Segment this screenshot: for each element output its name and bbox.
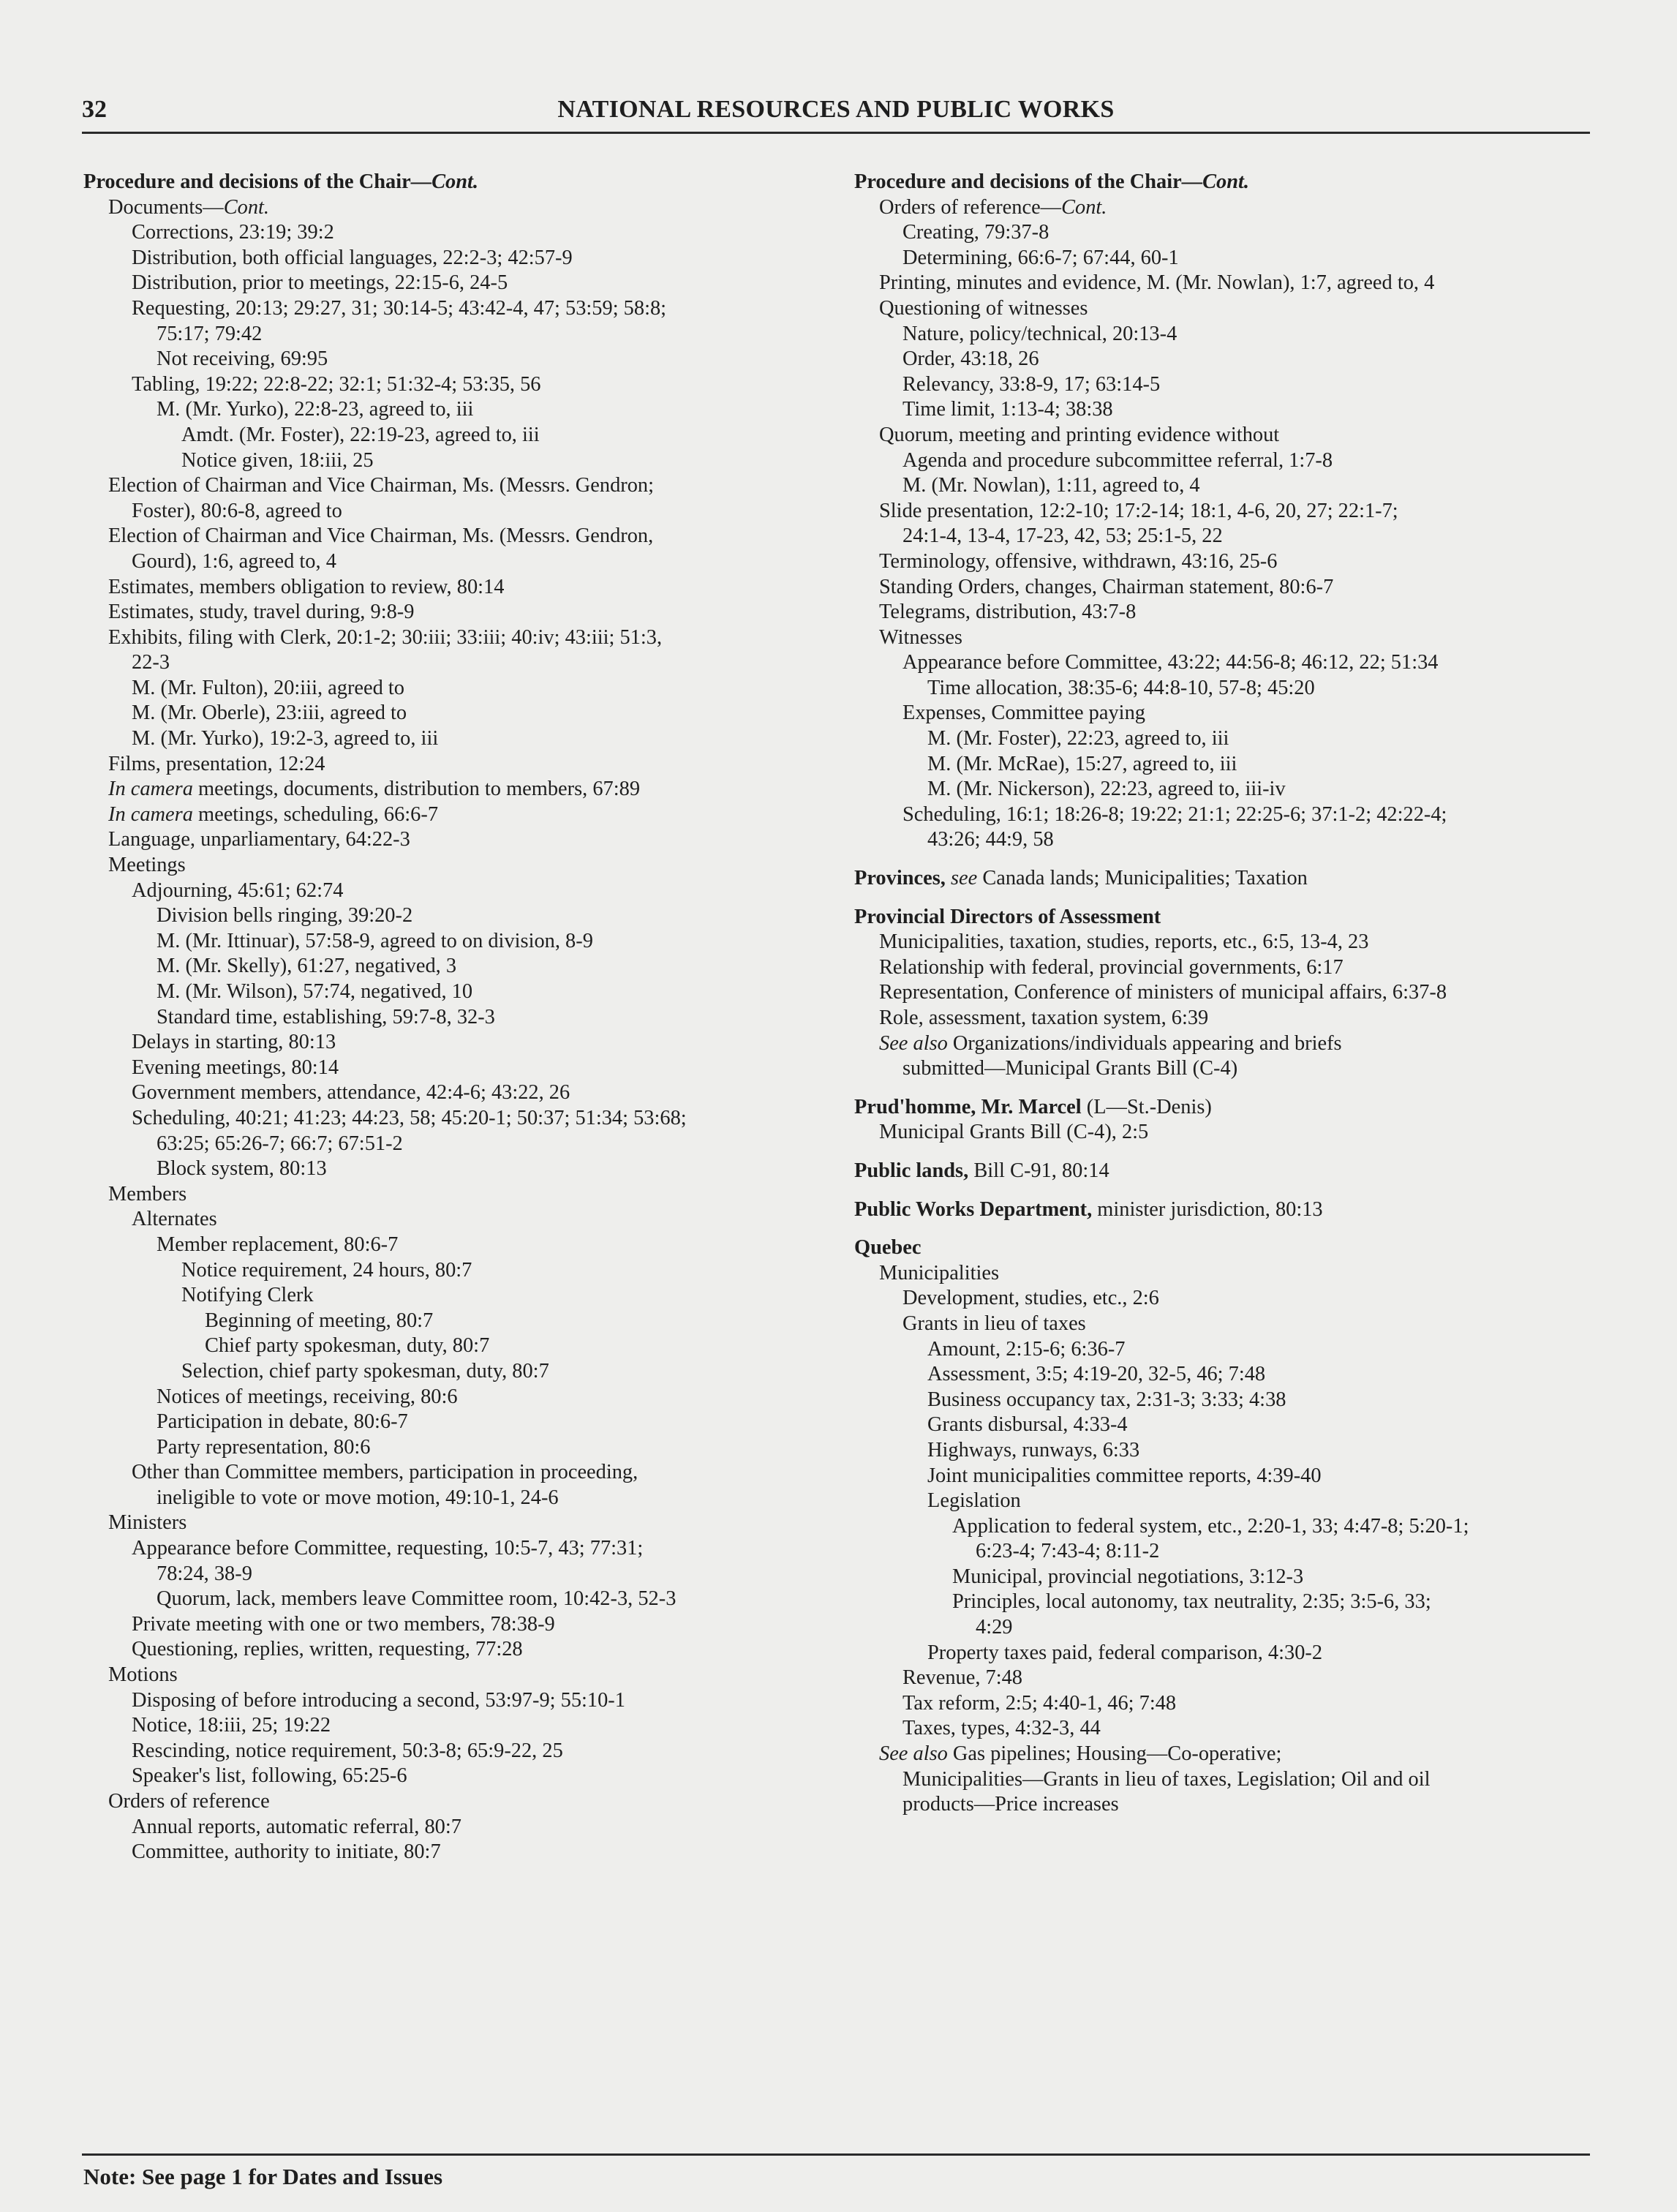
index-entry (854, 372, 1586, 398)
index-entry (854, 1691, 1586, 1717)
index-entry (854, 1337, 1586, 1363)
index-entry (854, 1006, 1586, 1031)
index-entry (83, 676, 815, 701)
entry-text: Time limit, 1:13-4; 38:38 (902, 398, 1113, 421)
entry-text: Slide presentation, 12:2-10; 17:2-14; 18:1, 4-6, 20, 27; 22:1-7; (879, 499, 1398, 522)
right-index-column (854, 170, 1586, 1818)
index-entry (854, 1615, 1586, 1641)
index-entry (83, 397, 815, 423)
entry-text: Estimates, members obligation to review, 80:14 (108, 575, 505, 598)
entry-text: Delays in starting, 80:13 (132, 1031, 336, 1054)
index-heading (83, 170, 815, 195)
index-entry (854, 676, 1586, 701)
entry-text: M. (Mr. Fulton), 20:iii, agreed to (132, 676, 404, 699)
index-entry (854, 752, 1586, 778)
index-heading (854, 1235, 1586, 1261)
index-entry (83, 625, 815, 651)
entry-text: Agenda and procedure subcommittee referral, 1:7-8 (902, 448, 1333, 472)
index-entry (83, 1056, 815, 1081)
entry-text: Public Works Department, (854, 1197, 1098, 1221)
index-entry (854, 827, 1586, 853)
entry-text: Not receiving, 69:95 (157, 347, 328, 371)
index-entry (854, 1489, 1586, 1514)
entry-text: Questioning, replies, written, requesting, 77:28 (132, 1638, 523, 1661)
index-entry (83, 575, 815, 601)
entry-text: Tabling, 19:22; 22:8-22; 32:1; 51:32-4; 53:35, 56 (132, 372, 541, 396)
entry-text: 24:1-4, 13-4, 17-23, 42, 53; 25:1-5, 22 (902, 524, 1223, 548)
entry-text: Cont. (432, 170, 478, 193)
entry-text: See also (879, 1031, 948, 1055)
entry-text: Legislation (927, 1489, 1021, 1513)
entry-text: Cont. (1061, 195, 1107, 219)
entry-text: Telegrams, distribution, 43:7-8 (879, 601, 1137, 624)
entry-spacer (854, 853, 1586, 866)
entry-text: Creating, 79:37-8 (902, 221, 1049, 244)
entry-text: submitted—Municipal Grants Bill (C-4) (902, 1057, 1238, 1080)
entry-text: Distribution, prior to meetings, 22:15-6, 24-5 (132, 271, 508, 295)
entry-text: M. (Mr. Foster), 22:23, agreed to, iii (927, 727, 1229, 750)
entry-text: Procedure and decisions of the Chair— (83, 170, 432, 193)
index-entry (854, 1539, 1586, 1565)
index-entry (854, 1514, 1586, 1540)
entry-text: Quebec (854, 1236, 922, 1260)
entry-text: Corrections, 23:19; 39:2 (132, 221, 334, 244)
index-entry (83, 1283, 815, 1309)
entry-text: Cont. (223, 195, 270, 219)
index-entry (854, 1388, 1586, 1413)
entry-text: Scheduling, 40:21; 41:23; 44:23, 58; 45:20-1; 50:37; 51:34; 53:68; (132, 1106, 687, 1129)
entry-text: Notifying Clerk (181, 1284, 314, 1307)
entry-text: Evening meetings, 80:14 (132, 1056, 339, 1079)
entry-text: Orders of reference (108, 1790, 270, 1813)
index-entry (854, 1056, 1586, 1082)
entry-text: Organizations/individuals appearing and briefs (947, 1031, 1342, 1055)
entry-text: Tax reform, 2:5; 4:40-1, 46; 7:48 (902, 1691, 1177, 1715)
entry-text: Highways, runways, 6:33 (927, 1438, 1140, 1462)
index-entry (854, 322, 1586, 347)
index-entry (83, 1688, 815, 1714)
index-entry (83, 1182, 815, 1208)
entry-text: Committee, authority to initiate, 80:7 (132, 1840, 441, 1864)
entry-text: Questioning of witnesses (879, 296, 1088, 320)
entry-text: M. (Mr. Wilson), 57:74, negatived, 10 (157, 980, 473, 1003)
entry-text: Division bells ringing, 39:20-2 (157, 904, 413, 928)
index-heading (854, 170, 1586, 195)
entry-text: minister jurisdiction, 80:13 (1097, 1197, 1323, 1221)
index-entry (83, 726, 815, 752)
entry-spacer (854, 1146, 1586, 1159)
entry-text: Block system, 80:13 (157, 1157, 327, 1181)
entry-text: Witnesses (879, 625, 962, 649)
entry-text: Relevancy, 33:8-9, 17; 63:14-5 (902, 372, 1161, 396)
index-entry (83, 1815, 815, 1840)
entry-text: Annual reports, automatic referral, 80:7 (132, 1815, 461, 1838)
footer-rule (82, 2153, 1590, 2156)
entry-text: Revenue, 7:48 (902, 1666, 1022, 1690)
index-entry (854, 1362, 1586, 1388)
index-entry (854, 1641, 1586, 1666)
index-entry (854, 701, 1586, 726)
entry-text: Role, assessment, taxation system, 6:39 (879, 1007, 1209, 1029)
index-entry (83, 1359, 815, 1385)
index-entry (854, 955, 1586, 981)
entry-text: Foster), 80:6-8, agreed to (132, 499, 342, 522)
entry-text: Rescinding, notice requirement, 50:3-8; 65:9-22, 25 (132, 1739, 563, 1762)
entry-text: Standing Orders, changes, Chairman statement, 80:6-7 (879, 575, 1334, 598)
index-entry (83, 1030, 815, 1056)
index-entry (83, 448, 815, 474)
index-entry (83, 1536, 815, 1562)
entry-text: In camera (108, 802, 193, 826)
index-entry (83, 271, 815, 296)
index-entry (854, 1590, 1586, 1615)
index-entry (83, 1764, 815, 1789)
index-entry (83, 752, 815, 778)
index-entry (83, 979, 815, 1005)
entry-spacer (854, 1184, 1586, 1197)
index-entry (83, 1486, 815, 1511)
index-entry (854, 1666, 1586, 1691)
entry-text: see (950, 867, 978, 890)
index-entry (83, 423, 815, 448)
entry-text: Adjourning, 45:61; 62:74 (132, 879, 344, 902)
entry-text: Procedure and decisions of the Chair— (854, 170, 1203, 193)
index-entry (83, 1587, 815, 1612)
index-entry (83, 1612, 815, 1638)
index-entry (83, 524, 815, 549)
entry-text: Taxes, types, 4:32-3, 44 (902, 1717, 1101, 1740)
entry-text: M. (Mr. Ittinuar), 57:58-9, agreed to on division, 8-9 (157, 929, 593, 952)
index-entry (854, 423, 1586, 448)
index-entry (854, 802, 1586, 828)
index-entry (854, 524, 1586, 549)
index-entry (83, 903, 815, 929)
index-entry (854, 1412, 1586, 1438)
index-entry (83, 1207, 815, 1233)
index-entry (854, 600, 1586, 625)
entry-text: Exhibits, filing with Clerk, 20:1-2; 30:iii; 33:iii; 40:iv; 43:iii; 51:3, (108, 625, 663, 649)
entry-spacer (854, 1082, 1586, 1095)
index-heading (854, 1159, 1586, 1184)
running-title: NATIONAL RESOURCES AND PUBLIC WORKS (557, 96, 1115, 123)
index-entry (854, 930, 1586, 955)
entry-text: Election of Chairman and Vice Chairman, Ms. (Messrs. Gendron; (108, 474, 655, 497)
index-entry (83, 929, 815, 955)
page-number: 32 (82, 96, 107, 123)
index-entry (854, 1716, 1586, 1742)
entry-text: Time allocation, 38:35-6; 44:8-10, 57-8; 45:20 (927, 676, 1315, 699)
entry-text: Quorum, lack, members leave Committee room, 10:42-3, 52-3 (157, 1587, 677, 1611)
index-heading (854, 1197, 1586, 1223)
index-entry (83, 777, 815, 802)
index-heading (854, 905, 1586, 930)
index-entry (854, 448, 1586, 474)
entry-text: 63:25; 65:26-7; 66:7; 67:51-2 (157, 1132, 403, 1155)
index-entry (854, 473, 1586, 499)
entry-text: Meetings (108, 854, 186, 877)
index-entry (854, 397, 1586, 423)
index-entry (83, 1562, 815, 1587)
entry-text: Joint municipalities committee reports, 4:39-40 (927, 1464, 1322, 1487)
entry-text: Prud'homme, Mr. Marcel (854, 1095, 1082, 1118)
entry-text: M. (Mr. McRae), 15:27, agreed to, iii (927, 752, 1237, 775)
index-entry (83, 1005, 815, 1031)
index-entry (83, 1840, 815, 1865)
index-entry (83, 347, 815, 372)
index-entry (83, 1258, 815, 1284)
entry-text: Notices of meetings, receiving, 80:6 (157, 1385, 458, 1408)
entry-text: Government members, attendance, 42:4-6; 43:22, 26 (132, 1081, 570, 1105)
entry-text: Gas pipelines; Housing—Co-operative; (947, 1742, 1282, 1766)
entry-text: Party representation, 80:6 (157, 1435, 371, 1459)
index-entry (83, 1713, 815, 1739)
entry-text: 75:17; 79:42 (157, 322, 263, 345)
index-entry (854, 1286, 1586, 1312)
index-entry (854, 777, 1586, 802)
entry-text: Public lands, (854, 1159, 974, 1182)
entry-text: Printing, minutes and evidence, M. (Mr. Nowlan), 1:7, agreed to, 4 (879, 271, 1435, 295)
entry-text: Ministers (108, 1511, 187, 1535)
entry-text: Order, 43:18, 26 (902, 347, 1039, 371)
entry-text: Private meeting with one or two members, 78:38-9 (132, 1612, 555, 1636)
entry-text: Requesting, 20:13; 29:27, 31; 30:14-5; 43:42-4, 47; 53:59; 58:8; (132, 296, 667, 320)
index-heading (854, 1095, 1586, 1121)
index-entry (83, 954, 815, 979)
entry-text: Representation, Conference of ministers of municipal affairs, 6:37-8 (879, 981, 1447, 1004)
entry-text: Municipal Grants Bill (C-4), 2:5 (879, 1121, 1149, 1144)
entry-text: M. (Mr. Skelly), 61:27, negatived, 3 (157, 955, 457, 978)
index-entry (854, 1565, 1586, 1590)
index-entry (83, 220, 815, 246)
index-entry (83, 1385, 815, 1410)
entry-text: M. (Mr. Oberle), 23:iii, agreed to (132, 701, 407, 725)
index-entry (854, 195, 1586, 221)
index-entry (83, 853, 815, 879)
index-entry (854, 1767, 1586, 1793)
entry-text: Beginning of meeting, 80:7 (205, 1309, 434, 1332)
footer-note: Note: See page 1 for Dates and Issues (83, 2164, 443, 2189)
left-index-column (83, 170, 815, 1865)
entry-text: Motions (108, 1663, 178, 1687)
index-entry (854, 246, 1586, 271)
index-entry (854, 549, 1586, 575)
page-header (82, 94, 1590, 134)
entry-spacer (854, 892, 1586, 905)
index-entry (83, 650, 815, 676)
index-entry (83, 322, 815, 347)
index-entry (83, 1435, 815, 1461)
entry-text: Documents— (108, 195, 224, 219)
entry-text: See also (879, 1742, 948, 1766)
index-entry (83, 1739, 815, 1764)
entry-text: Property taxes paid, federal comparison, 4:30-2 (927, 1641, 1323, 1664)
entry-text: M. (Mr. Nickerson), 22:23, agreed to, iii-iv (927, 778, 1286, 801)
index-entry (854, 980, 1586, 1006)
entry-text: Standard time, establishing, 59:7-8, 32-3 (157, 1005, 495, 1028)
entry-text: Amount, 2:15-6; 6:36-7 (927, 1337, 1126, 1361)
index-entry (854, 220, 1586, 246)
index-entry (854, 1742, 1586, 1767)
entry-text: Bill C-91, 80:14 (973, 1159, 1109, 1182)
entry-text: In camera (108, 778, 193, 801)
index-entry (83, 195, 815, 221)
index-entry (854, 1261, 1586, 1287)
entry-text: Scheduling, 16:1; 18:26-8; 19:22; 21:1; 22:25-6; 37:1-2; 42:22-4; (902, 802, 1447, 826)
entry-text: Distribution, both official languages, 22:2-3; 42:57-9 (132, 246, 573, 269)
entry-text: Appearance before Committee, requesting, 10:5-7, 43; 77:31; (132, 1537, 644, 1560)
index-entry (83, 372, 815, 398)
entry-text: Determining, 66:6-7; 67:44, 60-1 (902, 246, 1179, 269)
index-entry (854, 650, 1586, 676)
entry-text: Expenses, Committee paying (902, 701, 1145, 725)
index-entry (854, 1120, 1586, 1146)
entry-text: 22-3 (132, 651, 170, 674)
entry-text: ineligible to vote or move motion, 49:10-1, 24-6 (157, 1486, 559, 1509)
index-entry (83, 499, 815, 524)
index-entry (83, 1080, 815, 1106)
index-entry (854, 625, 1586, 651)
entry-text: Business occupancy tax, 2:31-3; 3:33; 4:38 (927, 1388, 1286, 1411)
entry-text: Application to federal system, etc., 2:20-1, 33; 4:47-8; 5:20-1; (952, 1514, 1469, 1538)
entry-text: Provinces, (854, 867, 951, 890)
entry-text: Election of Chairman and Vice Chairman, Ms. (Messrs. Gendron, (108, 524, 654, 548)
entry-text: Chief party spokesman, duty, 80:7 (205, 1334, 490, 1358)
index-entry (83, 1106, 815, 1132)
index-entry (83, 600, 815, 625)
entry-text: Estimates, study, travel during, 9:8-9 (108, 601, 415, 624)
entry-text: 6:23-4; 7:43-4; 8:11-2 (976, 1540, 1160, 1563)
index-entry (83, 1511, 815, 1536)
entry-text: Municipal, provincial negotiations, 3:12-3 (952, 1565, 1304, 1588)
index-entry (854, 271, 1586, 296)
index-entry (83, 473, 815, 499)
entry-text: Language, unparliamentary, 64:22-3 (108, 828, 410, 851)
index-entry (83, 1789, 815, 1815)
index-entry (854, 347, 1586, 372)
entry-text: Participation in debate, 80:6-7 (157, 1410, 408, 1434)
index-entry (83, 879, 815, 904)
entry-text: Notice given, 18:iii, 25 (181, 448, 374, 472)
entry-text: Nature, policy/technical, 20:13-4 (902, 322, 1177, 345)
index-entry (83, 1460, 815, 1486)
index-entry (854, 1792, 1586, 1818)
entry-text: Relationship with federal, provincial governments, 6:17 (879, 955, 1344, 979)
index-entry (854, 1438, 1586, 1464)
index-entry (854, 1312, 1586, 1337)
entry-text: Cont. (1202, 170, 1249, 193)
entry-text: Selection, chief party spokesman, duty, 80:7 (181, 1359, 549, 1382)
index-entry (83, 1132, 815, 1157)
index-entry (854, 499, 1586, 524)
entry-text: Alternates (132, 1208, 217, 1231)
index-entry (83, 246, 815, 271)
entry-spacer (854, 1222, 1586, 1235)
index-entry (83, 296, 815, 322)
entry-text: meetings, scheduling, 66:6-7 (192, 802, 439, 826)
entry-text: Principles, local autonomy, tax neutrality, 2:35; 3:5-6, 33; (952, 1590, 1431, 1614)
entry-text: Films, presentation, 12:24 (108, 752, 325, 775)
entry-text: 78:24, 38-9 (157, 1562, 252, 1585)
index-entry (83, 827, 815, 853)
entry-text: Disposing of before introducing a second, 53:97-9; 55:10-1 (132, 1688, 625, 1712)
entry-text: Development, studies, etc., 2:6 (902, 1287, 1159, 1310)
entry-text: (L—St.-Denis) (1081, 1095, 1212, 1118)
entry-text: Appearance before Committee, 43:22; 44:56-8; 46:12, 22; 51:34 (902, 651, 1439, 674)
index-entry (83, 549, 815, 575)
entry-text: Municipalities—Grants in lieu of taxes, Legislation; Oil and oil (902, 1767, 1431, 1791)
entry-text: Municipalities, taxation, studies, reports, etc., 6:5, 13-4, 23 (879, 930, 1369, 954)
entry-text: Orders of reference— (879, 195, 1062, 219)
entry-text: Notice, 18:iii, 25; 19:22 (132, 1714, 331, 1737)
entry-text: Gourd), 1:6, agreed to, 4 (132, 549, 336, 573)
index-entry (854, 726, 1586, 752)
entry-text: Quorum, meeting and printing evidence without (879, 423, 1280, 446)
index-entry (83, 1410, 815, 1435)
index-entry (854, 575, 1586, 601)
index-entry (83, 1663, 815, 1688)
entry-text: 4:29 (976, 1616, 1013, 1639)
entry-text: Grants disbursal, 4:33-4 (927, 1413, 1128, 1437)
entry-text: Amdt. (Mr. Foster), 22:19-23, agreed to, iii (181, 423, 540, 446)
index-entry (854, 296, 1586, 322)
entry-text: Members (108, 1182, 187, 1205)
entry-text: M. (Mr. Nowlan), 1:11, agreed to, 4 (902, 474, 1200, 497)
index-entry (854, 1031, 1586, 1057)
index-entry (854, 1464, 1586, 1489)
entry-text: Notice requirement, 24 hours, 80:7 (181, 1258, 472, 1282)
entry-text: M. (Mr. Yurko), 22:8-23, agreed to, iii (157, 398, 474, 421)
entry-text: Assessment, 3:5; 4:19-20, 32-5, 46; 7:48 (927, 1363, 1266, 1386)
entry-text: Grants in lieu of taxes (902, 1312, 1086, 1335)
entry-text: Canada lands; Municipalities; Taxation (977, 867, 1308, 890)
entry-text: products—Price increases (902, 1793, 1119, 1816)
entry-text: Terminology, offensive, withdrawn, 43:16, 25-6 (879, 549, 1278, 573)
entry-text: Speaker's list, following, 65:25-6 (132, 1764, 407, 1788)
entry-text: Municipalities (879, 1261, 1000, 1284)
index-entry (83, 1309, 815, 1334)
index-entry (83, 1233, 815, 1258)
index-entry (83, 701, 815, 726)
index-entry (83, 1156, 815, 1182)
index-entry (83, 1637, 815, 1663)
entry-text: Other than Committee members, participation in proceeding, (132, 1461, 638, 1484)
entry-text: Provincial Directors of Assessment (854, 905, 1161, 928)
index-heading (854, 866, 1586, 892)
entry-text: M. (Mr. Yurko), 19:2-3, agreed to, iii (132, 727, 439, 750)
entry-text: 43:26; 44:9, 58 (927, 828, 1054, 851)
entry-text: Member replacement, 80:6-7 (157, 1233, 399, 1256)
entry-text: meetings, documents, distribution to members, 67:89 (192, 778, 641, 801)
index-entry (83, 802, 815, 828)
index-entry (83, 1333, 815, 1359)
